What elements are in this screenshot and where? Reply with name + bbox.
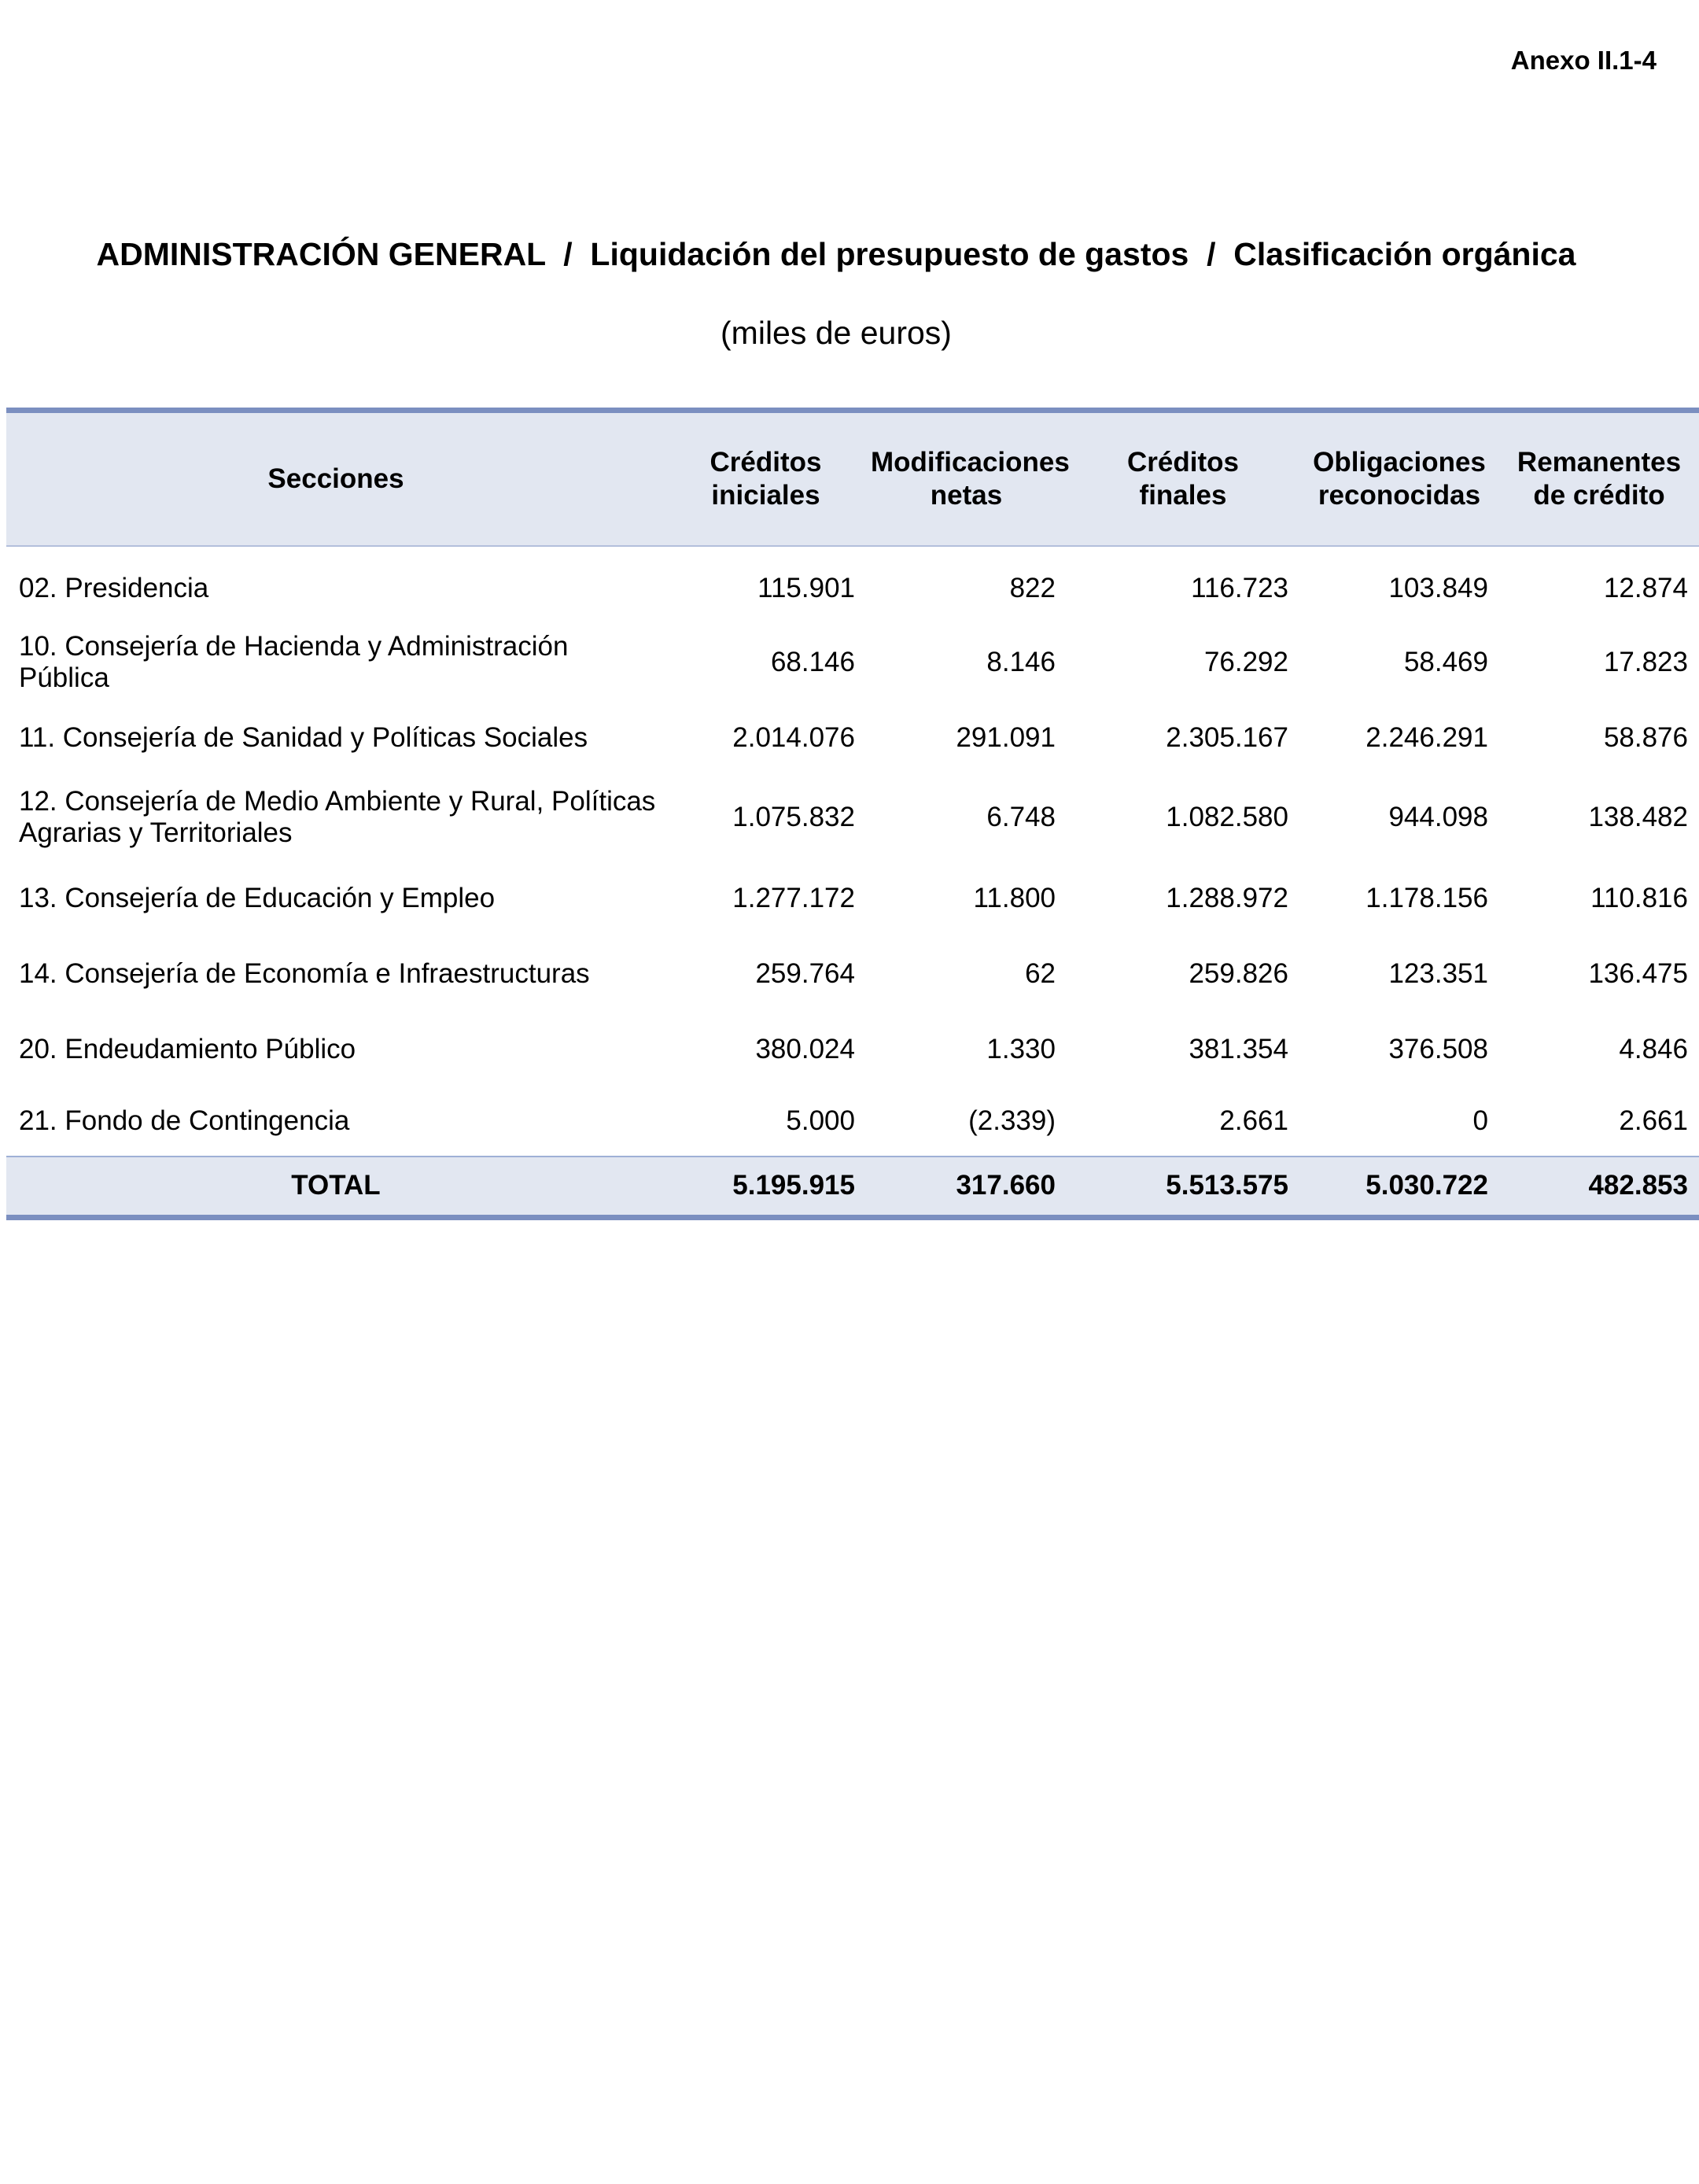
cell-creditos-finales: 259.826 xyxy=(1189,957,1288,989)
budget-table xyxy=(6,408,1699,1220)
cell-creditos-iniciales: 115.901 xyxy=(757,572,855,603)
cell-obligaciones-reconocidas: 103.849 xyxy=(1388,572,1488,603)
header-secciones-label: Secciones xyxy=(267,463,404,494)
header-creditos-iniciales xyxy=(665,411,866,546)
cell-obligaciones-reconocidas: 0 xyxy=(1472,1105,1488,1136)
table-body xyxy=(6,546,1699,1157)
cell-creditos-finales: 1.082.580 xyxy=(1166,801,1288,832)
header-creditos-finales xyxy=(1067,411,1299,546)
header-line: finales xyxy=(1139,479,1227,511)
cell-obligaciones-reconocidas: 376.508 xyxy=(1388,1033,1488,1064)
cell-modificaciones-netas: 291.091 xyxy=(956,721,1056,753)
table-header xyxy=(6,411,1699,546)
table-row xyxy=(6,774,1699,861)
header-line: Créditos xyxy=(709,446,822,478)
cell-creditos-iniciales: 2.014.076 xyxy=(732,721,855,753)
row-section: 10. Consejería de Hacienda y Administración Pública xyxy=(19,630,569,693)
cell-remanentes-credito: 58.876 xyxy=(1603,721,1688,753)
cell-creditos-iniciales: 5.000 xyxy=(786,1105,855,1136)
cell-creditos-finales: 2.661 xyxy=(1219,1105,1288,1136)
table-row xyxy=(6,1087,1699,1157)
total-obligaciones-reconocidas: 5.030.722 xyxy=(1299,1157,1499,1218)
row-section: 11. Consejería de Sanidad y Políticas Sociales xyxy=(19,721,588,753)
row-section: 21. Fondo de Contingencia xyxy=(19,1105,350,1136)
header-secciones xyxy=(6,411,665,546)
total-remanentes-credito: 482.853 xyxy=(1499,1157,1699,1218)
table-row xyxy=(6,1012,1699,1087)
cell-remanentes-credito: 110.816 xyxy=(1590,882,1688,913)
total-row xyxy=(6,1157,1699,1218)
table-row xyxy=(6,702,1699,774)
header-obligaciones-reconocidas xyxy=(1299,411,1499,546)
cell-obligaciones-reconocidas: 944.098 xyxy=(1388,801,1488,832)
budget-table-container xyxy=(6,408,1688,1220)
header-line: Remanentes xyxy=(1517,446,1682,478)
header-line: de crédito xyxy=(1533,479,1665,511)
cell-creditos-finales: 116.723 xyxy=(1191,572,1288,603)
cell-creditos-finales: 381.354 xyxy=(1189,1033,1288,1064)
cell-creditos-iniciales: 68.146 xyxy=(770,646,855,677)
cell-remanentes-credito: 136.475 xyxy=(1588,957,1688,989)
cell-creditos-finales: 1.288.972 xyxy=(1166,882,1288,913)
header-remanentes-credito xyxy=(1499,411,1699,546)
cell-obligaciones-reconocidas: 123.351 xyxy=(1388,957,1488,989)
cell-creditos-finales: 2.305.167 xyxy=(1166,721,1288,753)
row-section: 20. Endeudamiento Público xyxy=(19,1033,356,1064)
cell-remanentes-credito: 17.823 xyxy=(1603,646,1688,677)
cell-creditos-iniciales: 380.024 xyxy=(755,1033,855,1064)
total-creditos-iniciales: 5.195.915 xyxy=(665,1157,866,1218)
header-line: netas xyxy=(930,479,1003,511)
cell-modificaciones-netas: 8.146 xyxy=(986,646,1056,677)
header-line: Obligaciones xyxy=(1313,446,1486,478)
header-line: reconocidas xyxy=(1318,479,1481,511)
row-section: 13. Consejería de Educación y Empleo xyxy=(19,882,496,913)
cell-modificaciones-netas: 1.330 xyxy=(986,1033,1056,1064)
page-title: ADMINISTRACIÓN GENERAL / Liquidación del presupuesto de gastos / Clasificación orgánica xyxy=(96,236,1576,272)
table-row xyxy=(6,861,1699,936)
cell-modificaciones-netas: 6.748 xyxy=(986,801,1056,832)
total-label: TOTAL xyxy=(6,1157,665,1218)
total-modificaciones-netas: 317.660 xyxy=(866,1157,1067,1218)
table-row xyxy=(6,623,1699,702)
cell-creditos-iniciales: 1.075.832 xyxy=(732,801,855,832)
row-section: 12. Consejería de Medio Ambiente y Rural, Políticas Agrarias y Territoriales xyxy=(19,785,656,848)
cell-creditos-iniciales: 1.277.172 xyxy=(732,882,855,913)
cell-creditos-finales: 76.292 xyxy=(1203,646,1288,677)
header-line: Créditos xyxy=(1127,446,1239,478)
total-creditos-finales: 5.513.575 xyxy=(1067,1157,1299,1218)
row-section: 14. Consejería de Economía e Infraestructuras xyxy=(19,957,590,989)
cell-modificaciones-netas: 11.800 xyxy=(973,882,1056,913)
cell-modificaciones-netas: 822 xyxy=(1009,572,1056,603)
table-footer xyxy=(6,1157,1699,1218)
header-modificaciones-netas xyxy=(866,411,1070,546)
cell-remanentes-credito: 4.846 xyxy=(1619,1033,1688,1064)
cell-obligaciones-reconocidas: 58.469 xyxy=(1403,646,1488,677)
annex-label: Anexo II.1-4 xyxy=(1510,46,1657,75)
header-line: Modificaciones xyxy=(871,446,1070,478)
cell-creditos-iniciales: 259.764 xyxy=(755,957,855,989)
table-row xyxy=(6,936,1699,1012)
row-section: 02. Presidencia xyxy=(19,572,209,603)
header-row xyxy=(6,411,1699,546)
cell-remanentes-credito: 2.661 xyxy=(1619,1105,1688,1136)
cell-modificaciones-netas: (2.339) xyxy=(968,1105,1056,1136)
header-line: iniciales xyxy=(711,479,820,511)
cell-obligaciones-reconocidas: 1.178.156 xyxy=(1365,882,1488,913)
cell-obligaciones-reconocidas: 2.246.291 xyxy=(1365,721,1488,753)
units-subtitle: (miles de euros) xyxy=(721,315,952,351)
cell-remanentes-credito: 138.482 xyxy=(1588,801,1688,832)
cell-remanentes-credito: 12.874 xyxy=(1603,572,1688,603)
cell-modificaciones-netas: 62 xyxy=(1025,957,1056,989)
table-row xyxy=(6,546,1699,623)
